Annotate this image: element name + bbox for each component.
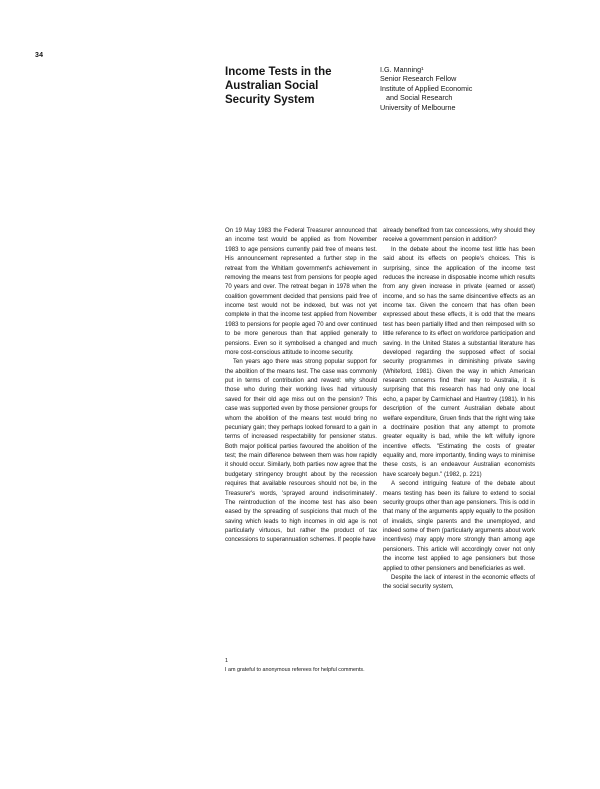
body-paragraph: Ten years ago there was strong popular support for the abolition of the means test. The case was commonly put in terms of contribution and reward: why should those who during their working lives had virtuously saved for their old age miss out on the pension? This case was supported even by those pensioner groups for whom the abolition of the means test would bring no pecuniary gain; they perhaps looked forward to a gain in terms of increased respectability for pensioner status. Both major political parties favoured the abolition of the test; the main difference between them was how rapidly it should occur. Similarly, both parties now agree that the budgetary stringency brought about by the recession requires that available resources should not be, in the Treasurer's words, 'sprayed around indiscriminately'. The reintroduction of the income test has also been eased by the spreading of suspicions that much of the saving which leads to high incomes in old age is not particularly virtuous, but rather the product of tax concessions to superannuation schemes. If people have [225, 359, 377, 544]
author-institute: Institute of Applied Economic [380, 83, 473, 93]
footnote-text: I am grateful to anonymous referees for helpful comments. [225, 667, 365, 673]
author-university: University of Melbourne [380, 102, 456, 112]
body-paragraph: A second intriguing feature of the debate about means testing has been its failure to extend to social security groups other than age pensioners. This is odd in that many of the arguments apply equally to the position of invalids, single parents and the unemployed, and indeed some of them (particularly arguments about work incentives) may apply more strongly than among age pensioners. This article will accordingly cover not only the income test applied to age pensioners but those applied to other pensioners and beneficiaries as well. [383, 481, 535, 572]
author-institute-cont: and Social Research [380, 93, 453, 103]
body-paragraph: already benefited from tax concessions, why should they receive a government pension in addition? [383, 228, 535, 244]
title-line: Security System [225, 94, 315, 106]
body-paragraph: On 19 May 1983 the Federal Treasurer announced that an income test would be applied as from November 1983 to age pensions currently paid free of means test. His announcement represented a further step in the retreat from the Whitlam government's achievement in removing the means test from pensions for people aged 70 years and over. The retreat began in 1978 when the coalition government decided that pensions paid free of income test would not be indexed, but was not yet complete in that the income test applied from November 1983 to pensions for people aged 70 and over continued to be more generous than that applied generally to pensions. Even so it symbolised a changed and much more cost-conscious attitude to income security. [225, 228, 377, 356]
author-name: I.G. Manning¹ [380, 65, 424, 74]
footnote [225, 657, 375, 674]
body-paragraph: In the debate about the income test little has been said about its effects on people's choices. This is surprising, since the application of the income test reduces the increase in disposable income which results from any given increase in private (earned or asset) income, and so has the same disincentive effects as an income tax. Given the concern that has often been expressed about these effects, it is odd that the means test has been partially lifted and then reimposed with so little reference to its effect on workforce participation and saving. In the United States a substantial literature has developed regarding the supposed effect of social security programmes in diminishing private saving (Whiteford, 1981). Given the way in which American research concerns find their way to Australia, it is surprising that this research has had only one local echo, a paper by Carmichael and Hawtrey (1981). In his description of the current Australian debate about welfare expenditure, Gruen finds that the right wing take a doctrinaire position that any attempt to promote greater equality is bad, while the left wilfully ignore incentive effects. "Estimating the costs of greater equality and, more importantly, finding ways to minimise these costs, is an endeavour Australian economists have scarcely begun." (1982, p. 221) [383, 246, 535, 478]
article-title [225, 65, 365, 107]
body-column-right [383, 227, 535, 593]
author-position: Senior Research Fellow [380, 74, 457, 84]
title-line: Australian Social [225, 80, 319, 92]
page-number: 34 [35, 52, 44, 59]
author-block [380, 65, 560, 112]
title-line: Income Tests in the [225, 66, 332, 78]
body-paragraph: Despite the lack of interest in the economic effects of the social security system, [383, 574, 535, 591]
footnote-mark: 1 [225, 658, 229, 664]
body-column-left [225, 227, 377, 546]
